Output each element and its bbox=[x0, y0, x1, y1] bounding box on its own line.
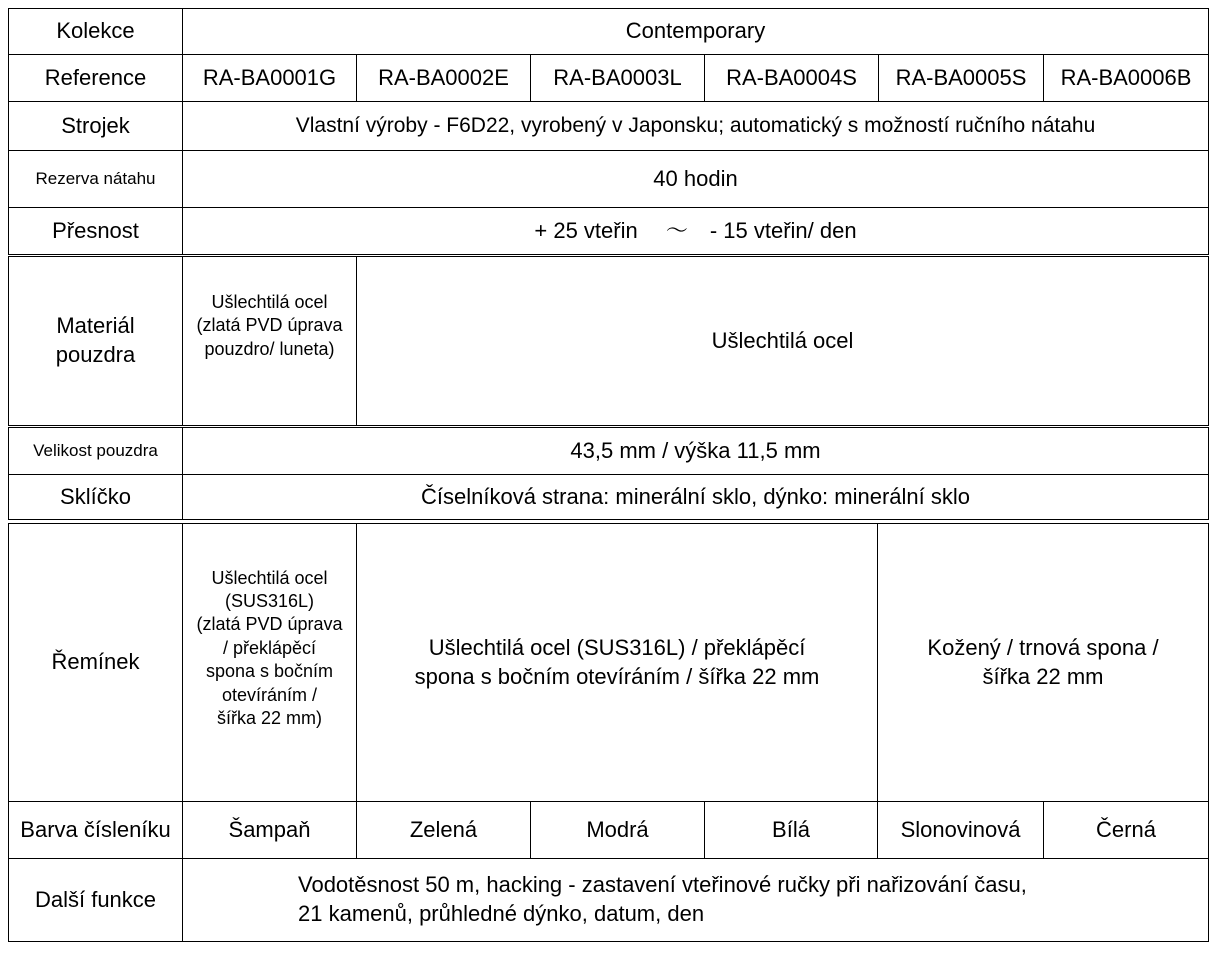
reference-4: RA-BA0004S bbox=[704, 54, 879, 102]
reference-2: RA-BA0002E bbox=[356, 54, 531, 102]
label-sklicko: Sklíčko bbox=[8, 474, 183, 520]
reminek-gold: Ušlechtilá ocel (SUS316L) (zlatá PVD úprava / překlápěcí spona s bočním otevíráním / šířka 22 mm) bbox=[182, 523, 357, 802]
value-velikost: 43,5 mm / výška 11,5 mm bbox=[182, 427, 1209, 475]
label-rezerva: Rezerva nátahu bbox=[8, 150, 183, 208]
value-kolekce: Contemporary bbox=[182, 8, 1209, 55]
label-barva: Barva čísleníku bbox=[8, 801, 183, 859]
value-strojek: Vlastní výroby - F6D22, vyrobený v Japonsku; automatický s možností ručního nátahu bbox=[182, 101, 1209, 151]
barva-6: Černá bbox=[1043, 801, 1209, 859]
barva-4: Bílá bbox=[704, 801, 878, 859]
reference-5: RA-BA0005S bbox=[878, 54, 1044, 102]
label-reminek: Řemínek bbox=[8, 523, 183, 802]
reminek-leather: Kožený / trnová spona / šířka 22 mm bbox=[877, 523, 1209, 802]
reminek-steel: Ušlechtilá ocel (SUS316L) / překlápěcí spona s bočním otevíráním / šířka 22 mm bbox=[356, 523, 878, 802]
material-gold: Ušlechtilá ocel (zlatá PVD úprava pouzdro/ luneta) bbox=[182, 256, 357, 426]
barva-3: Modrá bbox=[530, 801, 705, 859]
value-presnost: + 25 vteřin ～ - 15 vteřin/ den bbox=[182, 207, 1209, 255]
label-material: Materiál pouzdra bbox=[8, 256, 183, 426]
label-strojek: Strojek bbox=[8, 101, 183, 151]
reference-1: RA-BA0001G bbox=[182, 54, 357, 102]
label-kolekce: Kolekce bbox=[8, 8, 183, 55]
value-rezerva: 40 hodin bbox=[182, 150, 1209, 208]
label-presnost: Přesnost bbox=[8, 207, 183, 255]
value-funkce: Vodotěsnost 50 m, hacking - zastavení vteřinové ručky při nařizování času, 21 kamenů, průhledné dýnko, datum, den bbox=[182, 858, 1209, 942]
reference-3: RA-BA0003L bbox=[530, 54, 705, 102]
reference-6: RA-BA0006B bbox=[1043, 54, 1209, 102]
barva-1: Šampaň bbox=[182, 801, 357, 859]
material-steel: Ušlechtilá ocel bbox=[356, 256, 1209, 426]
value-sklicko: Číselníková strana: minerální sklo, dýnko: minerální sklo bbox=[182, 474, 1209, 520]
barva-2: Zelená bbox=[356, 801, 531, 859]
label-velikost: Velikost pouzdra bbox=[8, 427, 183, 475]
label-reference: Reference bbox=[8, 54, 183, 102]
label-funkce: Další funkce bbox=[8, 858, 183, 942]
barva-5: Slonovinová bbox=[877, 801, 1044, 859]
